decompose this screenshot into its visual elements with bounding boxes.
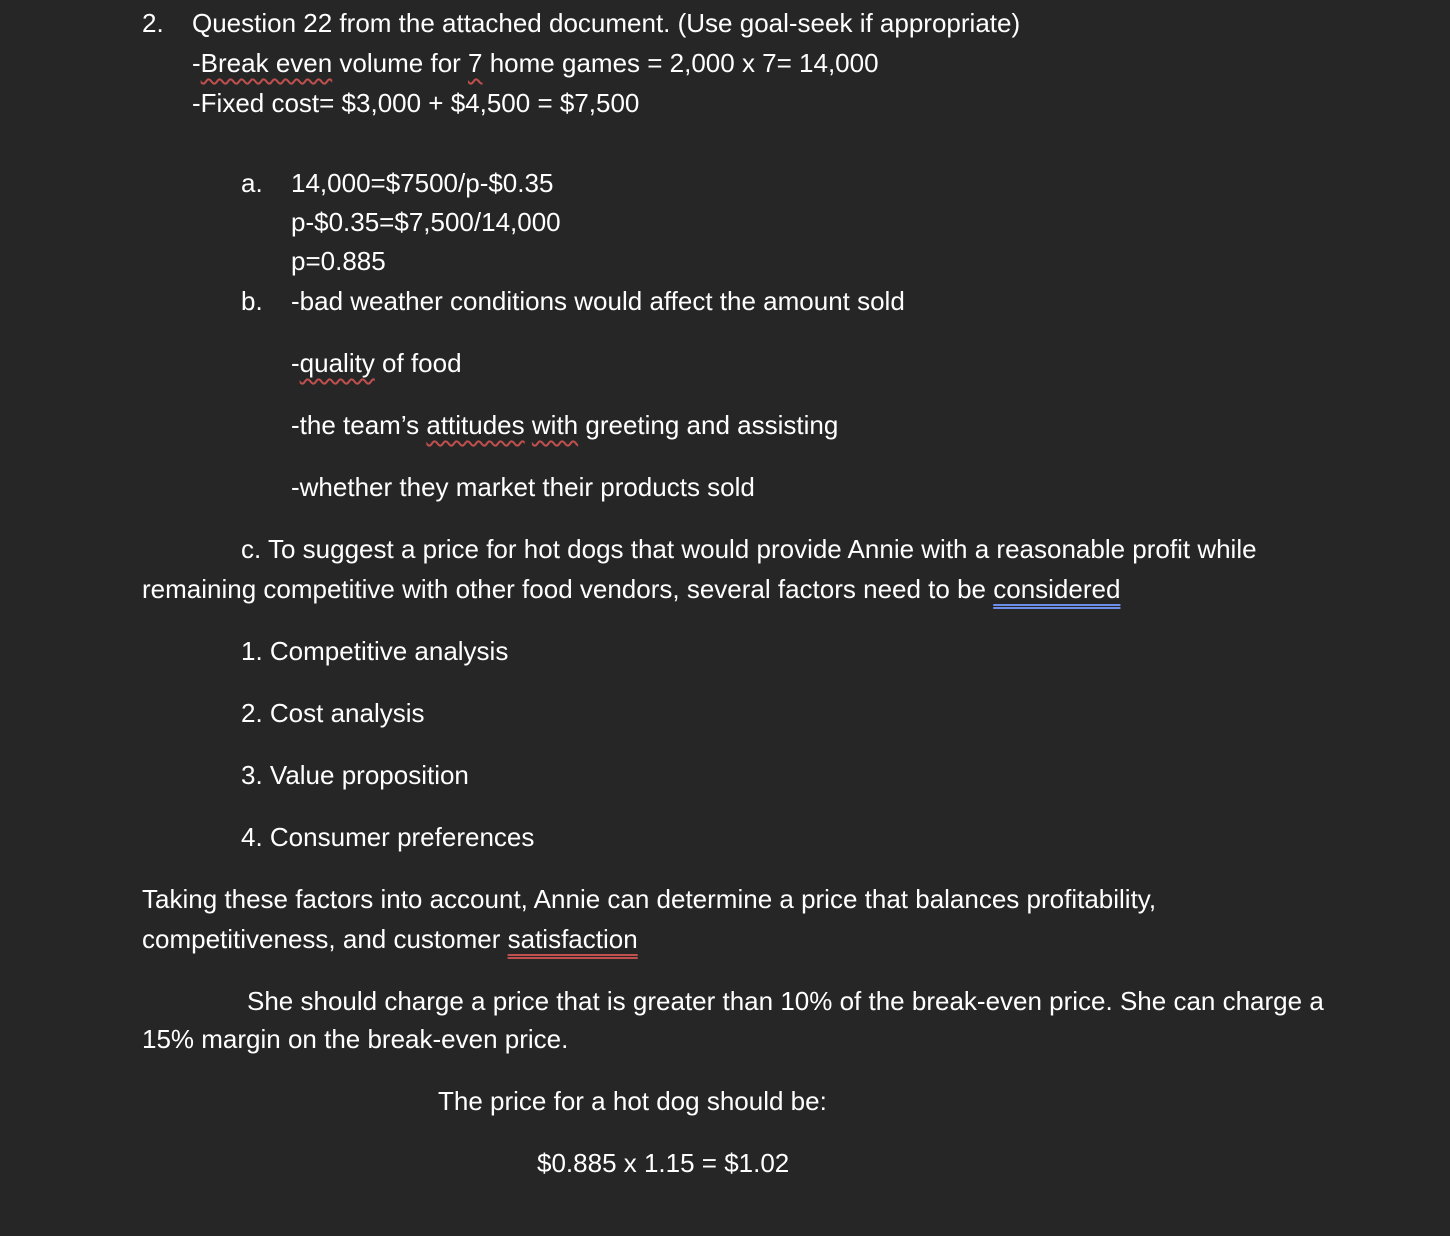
fixed-cost-line: -Fixed cost= $3,000 + $4,500 = $7,500 [192, 88, 640, 118]
part-a-line: p-$0.35=$7,500/14,000 [291, 207, 561, 237]
break-even-volume-line: -Break even volume for 7 home games = 2,000 x 7= 14,000 [192, 48, 879, 78]
factor-item: 2. Cost analysis [241, 698, 425, 728]
spelling-flag: Break even [200, 48, 333, 78]
part-a-line: 14,000=$7500/p-$0.35 [291, 168, 554, 198]
result-label: The price for a hot dog should be: [438, 1086, 827, 1116]
spelling-flag: satisfaction [507, 924, 638, 954]
spelling-flag: attitudes [426, 410, 525, 440]
recommendation-line: She should charge a price that is greater than 10% of the break-even price. She can charge a [247, 986, 1324, 1016]
factor-item: 1. Competitive analysis [241, 636, 509, 666]
part-b-label: b. [241, 286, 263, 316]
factor-item: 4. Consumer preferences [241, 822, 535, 852]
part-a-line: p=0.885 [291, 246, 386, 276]
part-b-line: -whether they market their products sold [291, 472, 755, 502]
question-title: Question 22 from the attached document. (Use goal-seek if appropriate) [192, 8, 1021, 38]
part-b-line: -bad weather conditions would affect the amount sold [291, 286, 905, 316]
spelling-flag: quality [299, 348, 375, 378]
part-c-line: remaining competitive with other food vendors, several factors need to be considered [142, 574, 1121, 604]
conclusion-line: Taking these factors into account, Annie can determine a price that balances profitability, [142, 884, 1157, 914]
result-formula: $0.885 x 1.15 = $1.02 [537, 1148, 790, 1178]
spelling-flag: with [531, 410, 579, 440]
part-b-line: -the team’s attitudes with greeting and assisting [291, 410, 839, 440]
part-c-line: c. To suggest a price for hot dogs that would provide Annie with a reasonable profit while [241, 534, 1257, 564]
question-number: 2. [142, 8, 164, 38]
part-b-line: -quality of food [291, 348, 462, 378]
part-a-label: a. [241, 168, 263, 198]
grammar-flag: considered [993, 574, 1121, 604]
recommendation-line: 15% margin on the break-even price. [142, 1024, 569, 1054]
spelling-flag: 7 [468, 48, 483, 78]
factor-item: 3. Value proposition [241, 760, 469, 790]
conclusion-line: competitiveness, and customer satisfaction [142, 924, 638, 954]
